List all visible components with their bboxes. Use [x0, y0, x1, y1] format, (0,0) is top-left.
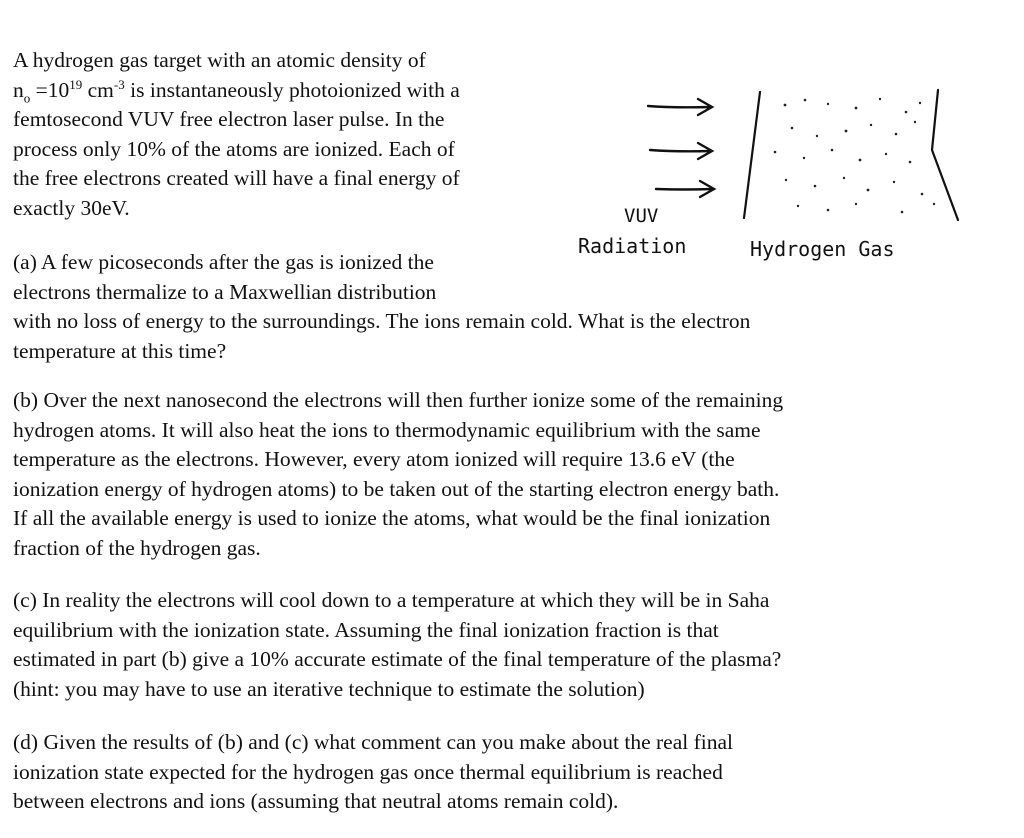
part-b-line-2: hydrogen atoms. It will also heat the ions to thermodynamic equilibrium with the same — [13, 417, 761, 442]
part-a-line-1: (a) A few picoseconds after the gas is ionized the — [13, 250, 434, 274]
gas-container — [744, 90, 958, 220]
part-b-line-4: ionization energy of hydrogen atoms) to be taken out of the starting electron energy bath. — [13, 476, 780, 501]
part-a-paragraph — [13, 248, 750, 366]
intro-line-6: exactly 30eV. — [13, 195, 130, 220]
part-d-line-3: between electrons and ions (assuming that neutral atoms remain cold). — [13, 789, 619, 813]
vuv-label: VUV — [624, 205, 659, 227]
part-b-line-5: If all the available energy is used to ionize the atoms, what would be the final ionization — [13, 506, 771, 530]
part-c-paragraph — [13, 586, 781, 704]
intro-line-5: the free electrons created will have a final energy of — [13, 166, 460, 190]
part-d-line-1: (d) Given the results of (b) and (c) what comment can you make about the real final — [13, 730, 733, 754]
vuv-gas-sketch — [560, 70, 1000, 270]
part-b-paragraph — [13, 386, 783, 563]
arrow-icon — [656, 181, 714, 197]
intro-line-2: $n_o =10^{19}$ $cm^{-3}$ is instantaneously photoionized with a — [13, 76, 460, 105]
part-b-line-3: temperature as the electrons. However, every atom ionized will require 13.6 eV (the — [13, 447, 735, 471]
part-c-line-2: equilibrium with the ionization state. Assuming the final ionization fraction is that — [13, 617, 719, 642]
part-c-line-3: estimated in part (b) give a 10% accurate estimate of the final temperature of the plasma? — [13, 647, 782, 671]
part-d-line-2: ionization state expected for the hydrogen gas once thermal equilibrium is reached — [13, 759, 723, 784]
intro-paragraph — [13, 46, 460, 223]
radiation-label: Radiation — [578, 234, 687, 258]
part-a-line-3: with no loss of energy to the surroundings. The ions remain cold. What is the electron — [13, 309, 751, 333]
arrow-icon — [650, 143, 712, 159]
hydrogen-gas-label: Hydrogen Gas — [750, 237, 895, 261]
vuv-arrows — [648, 99, 714, 197]
intro-line-3: femtosecond VUV free electron laser pulse. In the — [13, 107, 445, 131]
part-a-line-4: temperature at this time? — [13, 338, 227, 363]
part-b-line-1: (b) Over the next nanosecond the electrons will then further ionize some of the remaining — [13, 388, 784, 412]
part-a-line-2: electrons thermalize to a Maxwellian distribution — [13, 279, 437, 304]
intro-line-1: A hydrogen gas target with an atomic density of — [13, 48, 426, 72]
intro-line-4: process only 10% of the atoms are ionized. Each of — [13, 136, 455, 161]
part-c-line-4: (hint: you may have to use an iterative technique to estimate the solution) — [13, 676, 645, 701]
part-c-line-1: (c) In reality the electrons will cool down to a temperature at which they will be in Saha — [13, 588, 770, 612]
part-b-line-6: fraction of the hydrogen gas. — [13, 535, 261, 560]
gas-particles — [774, 98, 935, 214]
part-d-paragraph — [13, 728, 733, 817]
arrow-icon — [648, 99, 712, 115]
